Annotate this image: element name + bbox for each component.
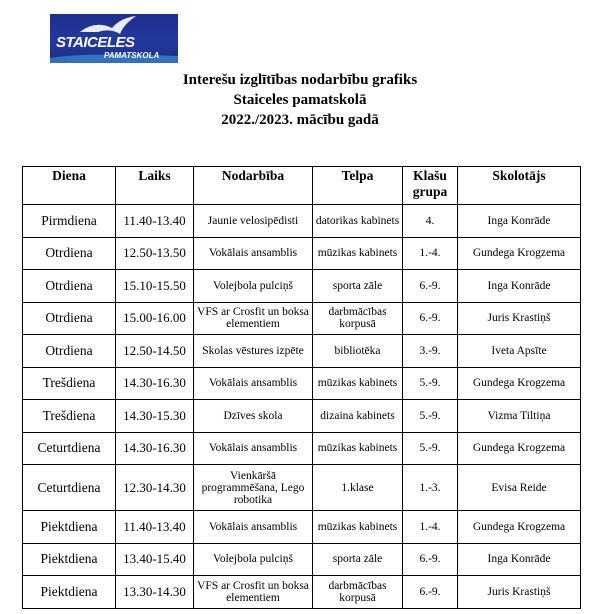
table-row — [23, 400, 581, 433]
table-row — [23, 270, 581, 303]
cell-room: bibliotēka — [313, 335, 403, 368]
cell-day: Ceturtdiena — [23, 465, 116, 511]
header-activity: Nodarbība — [194, 167, 313, 205]
cell-activity: VFS ar Crosfit un boksa elementiem — [194, 576, 313, 609]
cell-activity: Vokālais ansamblis — [194, 511, 313, 544]
cell-grade: 6.-9. — [403, 543, 458, 576]
cell-teacher: Juris Krastiņš — [458, 302, 581, 335]
cell-grade: 3.-9. — [403, 335, 458, 368]
cell-teacher: Juris Krastiņš — [458, 576, 581, 609]
cell-day: Otrdiena — [23, 237, 116, 270]
title-line-1: Interešu izglītības nodarbību grafiks — [182, 72, 418, 88]
document-title — [0, 70, 600, 130]
cell-day: Piektdiena — [23, 576, 116, 609]
cell-teacher: Iveta Apsīte — [458, 335, 581, 368]
cell-room: 1.klase — [313, 465, 403, 511]
cell-teacher: Gundega Krogzema — [458, 367, 581, 400]
title-line-3: 2022./2023. mācību gadā — [221, 112, 379, 128]
cell-grade: 4. — [403, 205, 458, 238]
table-row — [23, 237, 581, 270]
table-row — [23, 302, 581, 335]
cell-room: mūzikas kabinets — [313, 432, 403, 465]
cell-grade: 6.-9. — [403, 302, 458, 335]
cell-room: darbmācības korpusā — [313, 576, 403, 609]
table-row — [23, 335, 581, 368]
cell-room: datorikas kabinets — [313, 205, 403, 238]
cell-grade: 1.-4. — [403, 237, 458, 270]
table-row — [23, 432, 581, 465]
table-header-row — [23, 167, 581, 205]
cell-room: mūzikas kabinets — [313, 511, 403, 544]
cell-time: 14.30-16.30 — [116, 367, 194, 400]
table-row — [23, 465, 581, 511]
cell-room: dizaina kabinets — [313, 400, 403, 433]
cell-time: 13.30-14.30 — [116, 576, 194, 609]
table-row — [23, 543, 581, 576]
cell-activity: Volejbola pulciņš — [194, 543, 313, 576]
table-row — [23, 511, 581, 544]
logo-name: STAICELES — [56, 34, 135, 51]
cell-activity: Volejbola pulciņš — [194, 270, 313, 303]
cell-activity: Dzīves skola — [194, 400, 313, 433]
cell-teacher: Evisa Reide — [458, 465, 581, 511]
cell-teacher: Inga Konrāde — [458, 205, 581, 238]
school-logo — [50, 14, 178, 63]
cell-teacher: Gundega Krogzema — [458, 511, 581, 544]
cell-day: Otrdiena — [23, 335, 116, 368]
cell-day: Piektdiena — [23, 543, 116, 576]
cell-teacher: Inga Konrāde — [458, 543, 581, 576]
cell-time: 12.50-14.50 — [116, 335, 194, 368]
cell-day: Trešdiena — [23, 367, 116, 400]
cell-grade: 6.-9. — [403, 576, 458, 609]
logo-subtitle: PAMATSKOLA — [104, 51, 160, 60]
header-day: Diena — [23, 167, 116, 205]
header-grade-line-1: Klašu — [413, 168, 447, 183]
cell-activity: Vienkāršā programmēšana, Lego robotika — [194, 465, 313, 511]
cell-day: Trešdiena — [23, 400, 116, 433]
table-body — [23, 205, 581, 609]
cell-time: 14.30-16.30 — [116, 432, 194, 465]
cell-day: Pirmdiena — [23, 205, 116, 238]
header-room: Telpa — [313, 167, 403, 205]
table-row — [23, 205, 581, 238]
cell-grade: 6.-9. — [403, 270, 458, 303]
cell-day: Piektdiena — [23, 511, 116, 544]
cell-grade: 5.-9. — [403, 432, 458, 465]
cell-grade: 1.-3. — [403, 465, 458, 511]
cell-teacher: Vizma Tiltiņa — [458, 400, 581, 433]
table-row — [23, 367, 581, 400]
schedule-table — [22, 166, 581, 609]
cell-room: mūzikas kabinets — [313, 367, 403, 400]
cell-time: 12.50-13.50 — [116, 237, 194, 270]
cell-time: 12.30-14.30 — [116, 465, 194, 511]
cell-time: 15.10-15.50 — [116, 270, 194, 303]
cell-teacher: Inga Konrāde — [458, 270, 581, 303]
cell-activity: Vokālais ansamblis — [194, 432, 313, 465]
cell-activity: Skolas vēstures izpēte — [194, 335, 313, 368]
header-grade — [403, 167, 458, 205]
cell-day: Otrdiena — [23, 302, 116, 335]
cell-room: darbmācības korpusā — [313, 302, 403, 335]
cell-day: Ceturtdiena — [23, 432, 116, 465]
cell-time: 11.40-13.40 — [116, 511, 194, 544]
cell-activity: Vokālais ansamblis — [194, 237, 313, 270]
cell-activity: VFS ar Crosfit un boksa elementiem — [194, 302, 313, 335]
cell-grade: 1.-4. — [403, 511, 458, 544]
cell-teacher: Gundega Krogzema — [458, 237, 581, 270]
cell-time: 13.40-15.40 — [116, 543, 194, 576]
header-grade-line-2: grupa — [412, 184, 448, 199]
header-teacher: Skolotājs — [458, 167, 581, 205]
cell-grade: 5.-9. — [403, 367, 458, 400]
cell-time: 11.40-13.40 — [116, 205, 194, 238]
cell-room: sporta zāle — [313, 543, 403, 576]
cell-room: sporta zāle — [313, 270, 403, 303]
cell-activity: Jaunie velosipēdisti — [194, 205, 313, 238]
cell-activity: Vokālais ansamblis — [194, 367, 313, 400]
cell-room: mūzikas kabinets — [313, 237, 403, 270]
cell-day: Otrdiena — [23, 270, 116, 303]
cell-time: 14.30-15.30 — [116, 400, 194, 433]
cell-teacher: Gundega Krogzema — [458, 432, 581, 465]
cell-grade: 5.-9. — [403, 400, 458, 433]
title-line-2: Staiceles pamatskolā — [233, 92, 367, 108]
header-time: Laiks — [116, 167, 194, 205]
table-row — [23, 576, 581, 609]
cell-time: 15.00-16.00 — [116, 302, 194, 335]
